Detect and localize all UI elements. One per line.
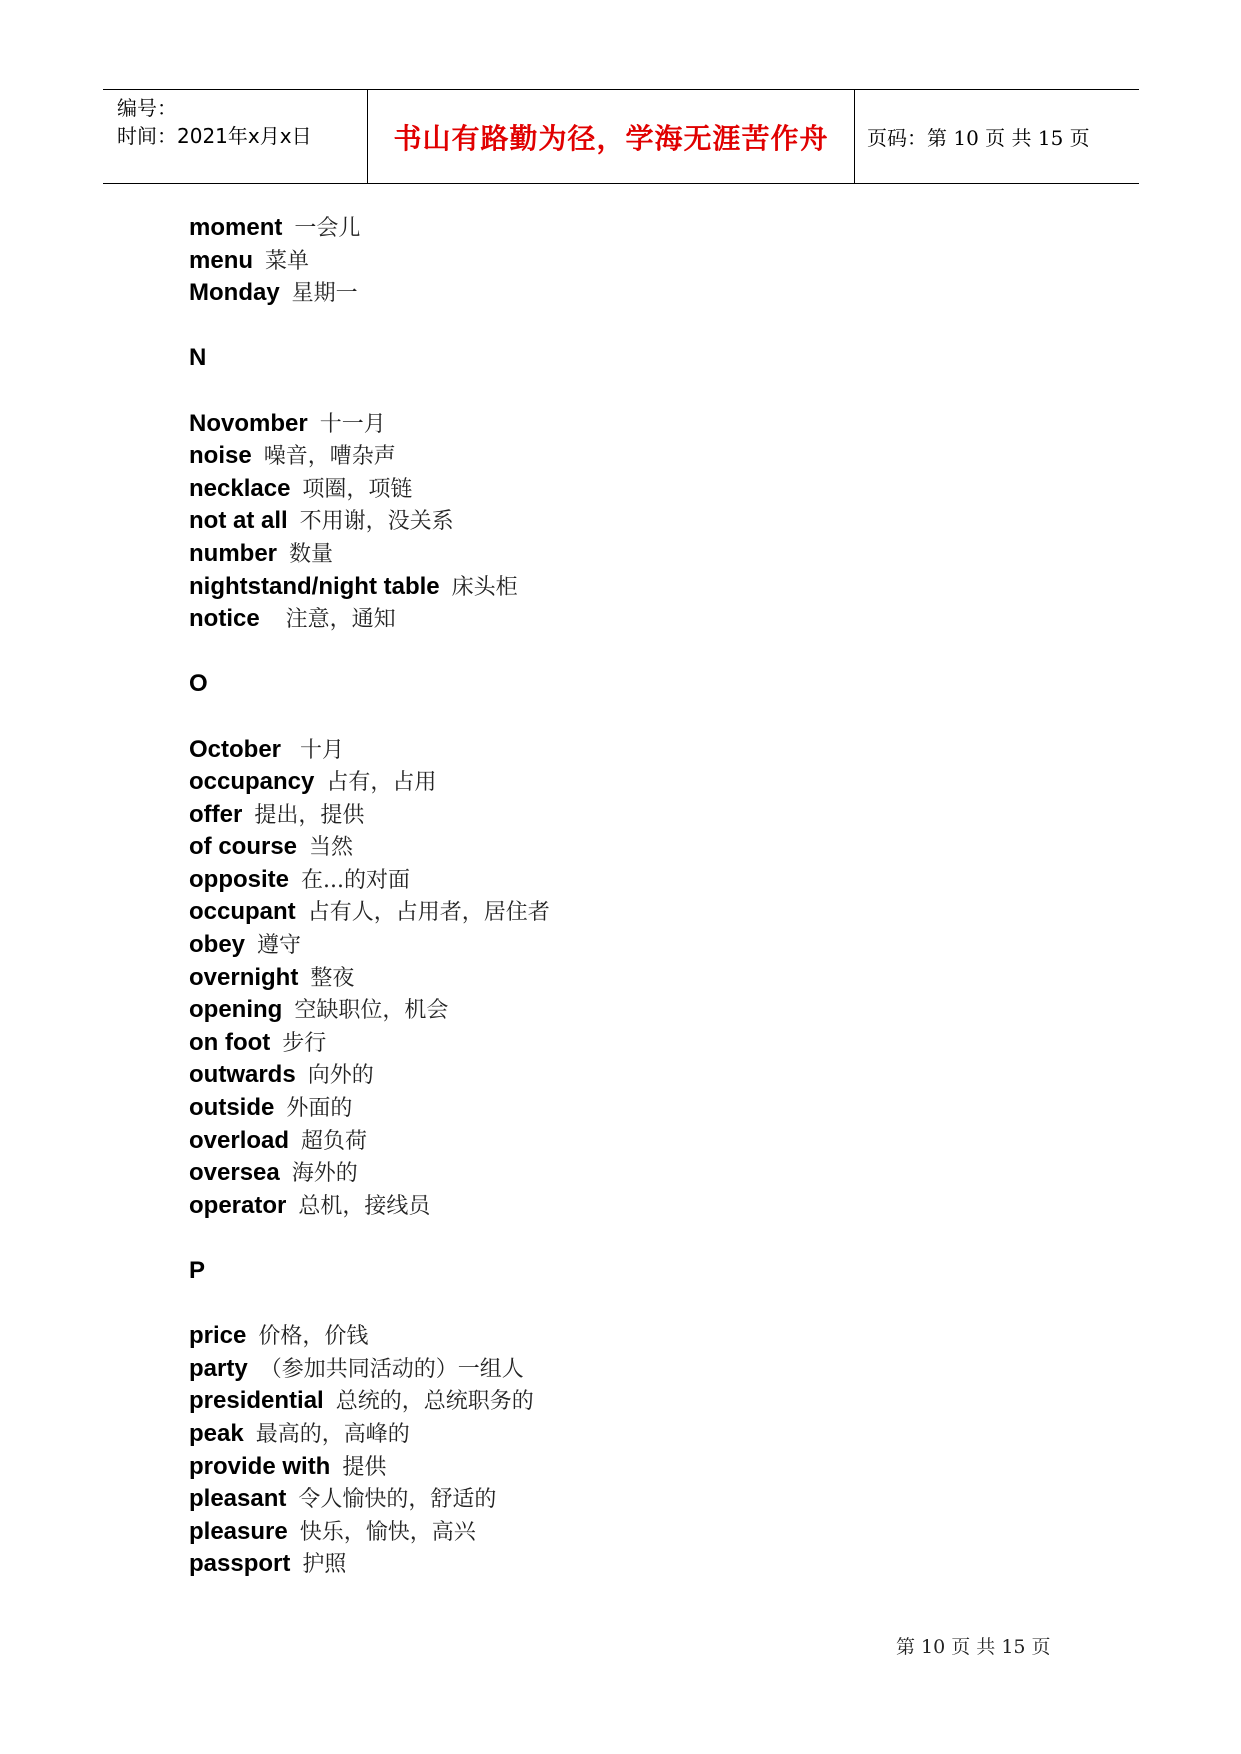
section-letter: O <box>189 670 208 698</box>
english-term: moment <box>189 214 283 241</box>
chinese-meaning: 提供 <box>342 1454 387 1480</box>
section-letter: P <box>189 1257 206 1284</box>
chinese-meaning: 超负荷 <box>301 1128 368 1154</box>
chinese-meaning: 十一月 <box>319 411 386 437</box>
chinese-meaning: 护照 <box>302 1552 347 1578</box>
chinese-meaning: 总机，接线员 <box>298 1193 431 1219</box>
english-term: occupancy <box>189 768 315 796</box>
header-meta-cell <box>103 90 368 183</box>
vocabulary-list <box>189 212 1089 1581</box>
vocab-entry <box>189 1516 1089 1549</box>
vocab-entry <box>189 538 1089 571</box>
chinese-meaning: 当然 <box>309 835 354 861</box>
chinese-meaning: （参加共同活动的）一组人 <box>259 1356 524 1382</box>
vocab-entry <box>189 1092 1089 1125</box>
english-term: menu <box>189 246 254 274</box>
chinese-meaning: 床头柜 <box>451 574 518 600</box>
vocab-entry <box>189 799 1089 832</box>
page-footer: 第 10 页 共 15 页 <box>896 1636 1051 1658</box>
vocab-entry <box>189 1157 1089 1190</box>
vocab-entry <box>189 962 1089 995</box>
time-label: 时间：2021年x月x日 <box>117 124 312 148</box>
english-term: outwards <box>189 1061 296 1089</box>
vocab-entry <box>189 766 1089 799</box>
chinese-meaning: 占有人，占用者，居住者 <box>307 900 550 926</box>
chinese-meaning: 价格，价钱 <box>258 1324 369 1350</box>
vocab-entry <box>189 1548 1089 1581</box>
chinese-meaning: 噪音，嘈杂声 <box>263 444 396 470</box>
header-motto-cell <box>368 90 855 183</box>
english-term: oversea <box>189 1159 280 1187</box>
vocab-entry <box>189 1418 1089 1451</box>
chinese-meaning: 整夜 <box>310 965 355 991</box>
chinese-meaning: 注意，通知 <box>271 607 396 633</box>
english-term: nightstand/night table <box>189 572 440 600</box>
vocab-entry <box>189 603 1089 636</box>
vocab-entry <box>189 1059 1089 1092</box>
page-header <box>103 89 1139 184</box>
chinese-meaning: 占有，占用 <box>326 770 437 796</box>
chinese-meaning: 外面的 <box>286 1096 353 1122</box>
vocab-entry <box>189 408 1089 441</box>
chinese-meaning: 空缺职位，机会 <box>294 998 449 1024</box>
chinese-meaning: 项圈，项链 <box>302 476 413 502</box>
english-term: outside <box>189 1094 275 1122</box>
vocab-entry <box>189 831 1089 864</box>
english-term: provide with <box>189 1452 331 1480</box>
english-term: opening <box>189 996 283 1024</box>
chinese-meaning: 最高的，高峰的 <box>255 1421 410 1447</box>
chinese-meaning: 向外的 <box>307 1063 374 1089</box>
number-label: 编号： <box>117 96 177 120</box>
english-term: Monday <box>189 279 280 307</box>
english-term: operator <box>189 1191 287 1219</box>
chinese-meaning: 在...的对面 <box>301 867 410 893</box>
chinese-meaning: 十月 <box>293 737 345 763</box>
english-term: of course <box>189 833 298 861</box>
vocab-entry <box>189 1190 1089 1223</box>
chinese-meaning: 数量 <box>289 541 334 567</box>
chinese-meaning: 不用谢，没关系 <box>299 509 454 535</box>
chinese-meaning: 令人愉快的，舒适的 <box>298 1487 497 1513</box>
vocab-entry <box>189 212 1089 245</box>
chinese-meaning: 星期一 <box>291 281 358 307</box>
english-term: passport <box>189 1550 291 1578</box>
english-term: offer <box>189 800 243 828</box>
chinese-meaning: 遵守 <box>257 933 302 959</box>
english-term: overnight <box>189 963 299 991</box>
header-page-cell <box>855 90 1139 183</box>
english-term: Novomber <box>189 409 308 437</box>
english-term: obey <box>189 931 246 959</box>
english-term: party <box>189 1354 248 1382</box>
chinese-meaning: 步行 <box>282 1030 327 1056</box>
vocab-entry <box>189 734 1089 767</box>
english-term: peak <box>189 1419 244 1447</box>
chinese-meaning: 海外的 <box>291 1161 358 1187</box>
vocab-entry <box>189 1320 1089 1353</box>
chinese-meaning: 提出，提供 <box>254 802 365 828</box>
vocab-entry <box>189 1353 1089 1386</box>
vocab-entry <box>189 896 1089 929</box>
chinese-meaning: 总统的，总统职务的 <box>335 1389 534 1415</box>
english-term: necklace <box>189 474 291 502</box>
vocab-entry <box>189 929 1089 962</box>
english-term: pleasant <box>189 1485 287 1513</box>
english-term: pleasure <box>189 1517 288 1545</box>
vocab-entry <box>189 1027 1089 1060</box>
vocab-entry <box>189 245 1089 278</box>
vocab-entry <box>189 571 1089 604</box>
motto-text: 书山有路勤为径，学海无涯苦作舟 <box>393 121 829 155</box>
english-term: notice <box>189 605 260 633</box>
english-term: occupant <box>189 898 296 926</box>
english-term: number <box>189 539 278 567</box>
page-code: 页码：第 10 页 共 15 页 <box>867 126 1090 150</box>
chinese-meaning: 菜单 <box>265 248 310 274</box>
english-term: noise <box>189 442 252 470</box>
english-term: price <box>189 1322 247 1350</box>
vocab-entry <box>189 1125 1089 1158</box>
english-term: October <box>189 735 282 763</box>
vocab-entry <box>189 473 1089 506</box>
english-term: on foot <box>189 1028 271 1056</box>
vocab-entry <box>189 440 1089 473</box>
section-letter: N <box>189 344 207 372</box>
chinese-meaning: 快乐，愉快，高兴 <box>299 1519 476 1545</box>
english-term: overload <box>189 1126 290 1154</box>
vocab-entry <box>189 1483 1089 1516</box>
english-term: opposite <box>189 865 289 893</box>
vocab-entry <box>189 277 1089 310</box>
chinese-meaning: 一会儿 <box>294 216 361 241</box>
vocab-entry <box>189 864 1089 897</box>
vocab-entry <box>189 1385 1089 1418</box>
english-term: not at all <box>189 507 288 535</box>
vocab-entry <box>189 505 1089 538</box>
vocab-entry <box>189 1451 1089 1484</box>
vocab-entry <box>189 994 1089 1027</box>
english-term: presidential <box>189 1387 324 1415</box>
